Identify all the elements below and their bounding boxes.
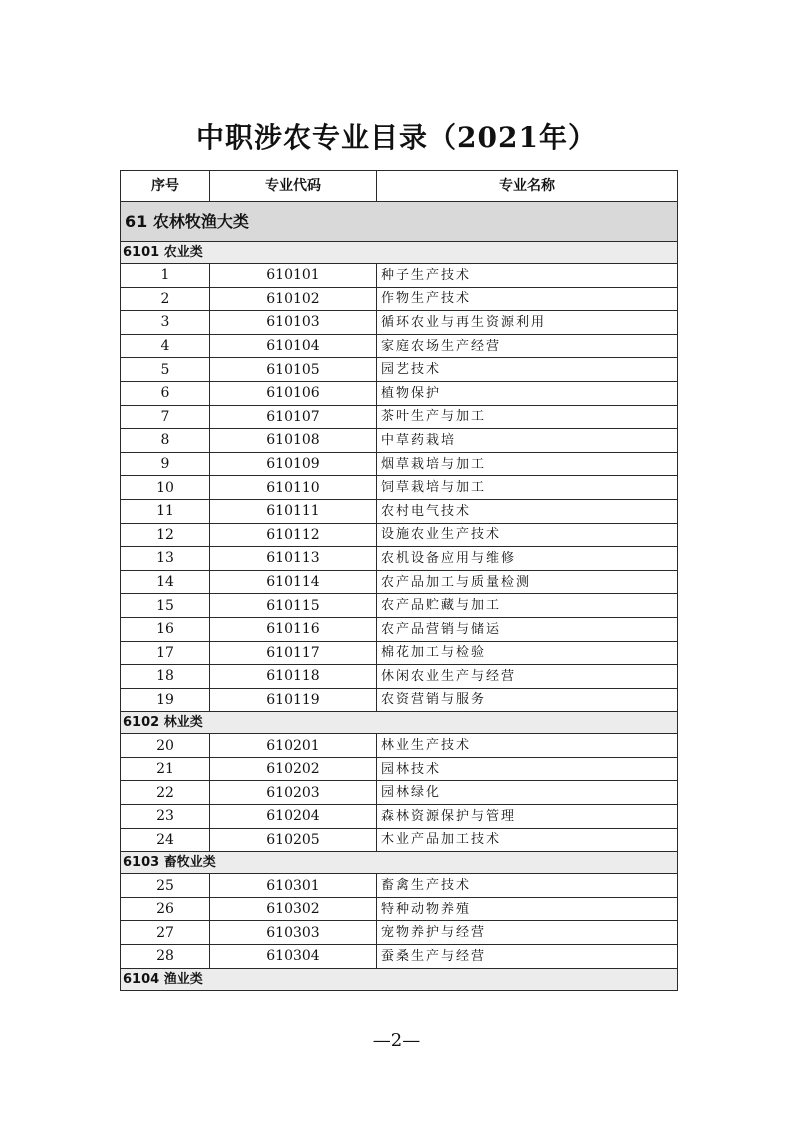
seq-cell: 9 [121, 452, 210, 476]
code-cell: 610108 [210, 429, 377, 453]
code-cell: 610104 [210, 334, 377, 358]
code-cell: 610205 [210, 828, 377, 852]
table-row [121, 287, 678, 311]
code-cell: 610117 [210, 641, 377, 665]
code-cell: 610111 [210, 499, 377, 523]
seq-cell: 21 [121, 757, 210, 781]
seq-cell: 20 [121, 734, 210, 758]
name-cell: 饲草栽培与加工 [377, 476, 678, 500]
table-row [121, 594, 678, 618]
table-row [121, 499, 678, 523]
seq-cell: 16 [121, 617, 210, 641]
table-row [121, 334, 678, 358]
code-cell: 610203 [210, 781, 377, 805]
table-row [121, 547, 678, 571]
seq-cell: 11 [121, 499, 210, 523]
code-cell: 610103 [210, 311, 377, 335]
table-row [121, 452, 678, 476]
seq-cell: 24 [121, 828, 210, 852]
name-cell: 森林资源保护与管理 [377, 805, 678, 829]
code-cell: 610114 [210, 570, 377, 594]
table-row [121, 874, 678, 898]
code-cell: 610302 [210, 897, 377, 921]
table-row [121, 945, 678, 969]
seq-cell: 26 [121, 897, 210, 921]
seq-cell: 14 [121, 570, 210, 594]
name-cell: 烟草栽培与加工 [377, 452, 678, 476]
name-cell: 畜禽生产技术 [377, 874, 678, 898]
code-cell: 610102 [210, 287, 377, 311]
subcategory-label: 6102 林业类 [121, 712, 678, 734]
name-cell: 林业生产技术 [377, 734, 678, 758]
category-row [121, 202, 678, 242]
code-cell: 610119 [210, 688, 377, 712]
table-row [121, 311, 678, 335]
seq-cell: 18 [121, 665, 210, 689]
table-row [121, 523, 678, 547]
name-cell: 循环农业与再生资源利用 [377, 311, 678, 335]
seq-cell: 5 [121, 358, 210, 382]
code-cell: 610112 [210, 523, 377, 547]
seq-cell: 17 [121, 641, 210, 665]
code-cell: 610304 [210, 945, 377, 969]
table-body [121, 202, 678, 991]
table-row [121, 617, 678, 641]
table-row [121, 429, 678, 453]
table-row [121, 405, 678, 429]
code-cell: 610101 [210, 264, 377, 288]
name-cell: 农机设备应用与维修 [377, 547, 678, 571]
code-cell: 610115 [210, 594, 377, 618]
code-cell: 610204 [210, 805, 377, 829]
table-row [121, 757, 678, 781]
table-row [121, 476, 678, 500]
subcategory-row [121, 968, 678, 990]
name-cell: 作物生产技术 [377, 287, 678, 311]
code-cell: 610105 [210, 358, 377, 382]
name-cell: 设施农业生产技术 [377, 523, 678, 547]
code-cell: 610116 [210, 617, 377, 641]
seq-cell: 19 [121, 688, 210, 712]
table-row [121, 665, 678, 689]
table-row [121, 570, 678, 594]
seq-cell: 12 [121, 523, 210, 547]
code-cell: 610109 [210, 452, 377, 476]
category-label: 61 农林牧渔大类 [121, 202, 678, 242]
name-cell: 农村电气技术 [377, 499, 678, 523]
name-cell: 木业产品加工技术 [377, 828, 678, 852]
subcategory-label: 6104 渔业类 [121, 968, 678, 990]
seq-cell: 1 [121, 264, 210, 288]
code-cell: 610303 [210, 921, 377, 945]
seq-cell: 7 [121, 405, 210, 429]
name-cell: 农产品营销与储运 [377, 617, 678, 641]
subcategory-row [121, 852, 678, 874]
seq-cell: 25 [121, 874, 210, 898]
seq-cell: 8 [121, 429, 210, 453]
seq-cell: 6 [121, 381, 210, 405]
subcategory-label: 6103 畜牧业类 [121, 852, 678, 874]
page-title: 中职涉农专业目录（2021年） [196, 121, 597, 154]
name-cell: 种子生产技术 [377, 264, 678, 288]
name-cell: 棉花加工与检验 [377, 641, 678, 665]
name-cell: 农资营销与服务 [377, 688, 678, 712]
name-cell: 中草药栽培 [377, 429, 678, 453]
name-cell: 特种动物养殖 [377, 897, 678, 921]
code-cell: 610202 [210, 757, 377, 781]
name-cell: 园林绿化 [377, 781, 678, 805]
name-cell: 农产品贮藏与加工 [377, 594, 678, 618]
code-cell: 610113 [210, 547, 377, 571]
table-row [121, 381, 678, 405]
subcategory-row [121, 712, 678, 734]
table-row [121, 781, 678, 805]
seq-cell: 10 [121, 476, 210, 500]
table-row [121, 641, 678, 665]
name-cell: 蚕桑生产与经营 [377, 945, 678, 969]
code-cell: 610107 [210, 405, 377, 429]
code-cell: 610301 [210, 874, 377, 898]
name-cell: 家庭农场生产经营 [377, 334, 678, 358]
seq-cell: 27 [121, 921, 210, 945]
seq-cell: 28 [121, 945, 210, 969]
code-cell: 610106 [210, 381, 377, 405]
column-header-code: 专业代码 [210, 171, 377, 202]
seq-cell: 4 [121, 334, 210, 358]
seq-cell: 22 [121, 781, 210, 805]
table-row [121, 805, 678, 829]
seq-cell: 23 [121, 805, 210, 829]
name-cell: 农产品加工与质量检测 [377, 570, 678, 594]
seq-cell: 3 [121, 311, 210, 335]
code-cell: 610118 [210, 665, 377, 689]
table-row [121, 688, 678, 712]
code-cell: 610201 [210, 734, 377, 758]
name-cell: 园林技术 [377, 757, 678, 781]
table-row [121, 264, 678, 288]
column-header-name: 专业名称 [377, 171, 678, 202]
name-cell: 植物保护 [377, 381, 678, 405]
table-header-row [121, 171, 678, 202]
subcategory-label: 6101 农业类 [121, 242, 678, 264]
major-catalog-table [120, 170, 678, 991]
name-cell: 园艺技术 [377, 358, 678, 382]
page-number: —2— [372, 1030, 421, 1051]
table-row [121, 897, 678, 921]
name-cell: 宠物养护与经营 [377, 921, 678, 945]
seq-cell: 13 [121, 547, 210, 571]
subcategory-row [121, 242, 678, 264]
seq-cell: 2 [121, 287, 210, 311]
table-row [121, 358, 678, 382]
column-header-seq: 序号 [121, 171, 210, 202]
seq-cell: 15 [121, 594, 210, 618]
name-cell: 休闲农业生产与经营 [377, 665, 678, 689]
table-row [121, 921, 678, 945]
table-row [121, 734, 678, 758]
table-row [121, 828, 678, 852]
name-cell: 茶叶生产与加工 [377, 405, 678, 429]
code-cell: 610110 [210, 476, 377, 500]
